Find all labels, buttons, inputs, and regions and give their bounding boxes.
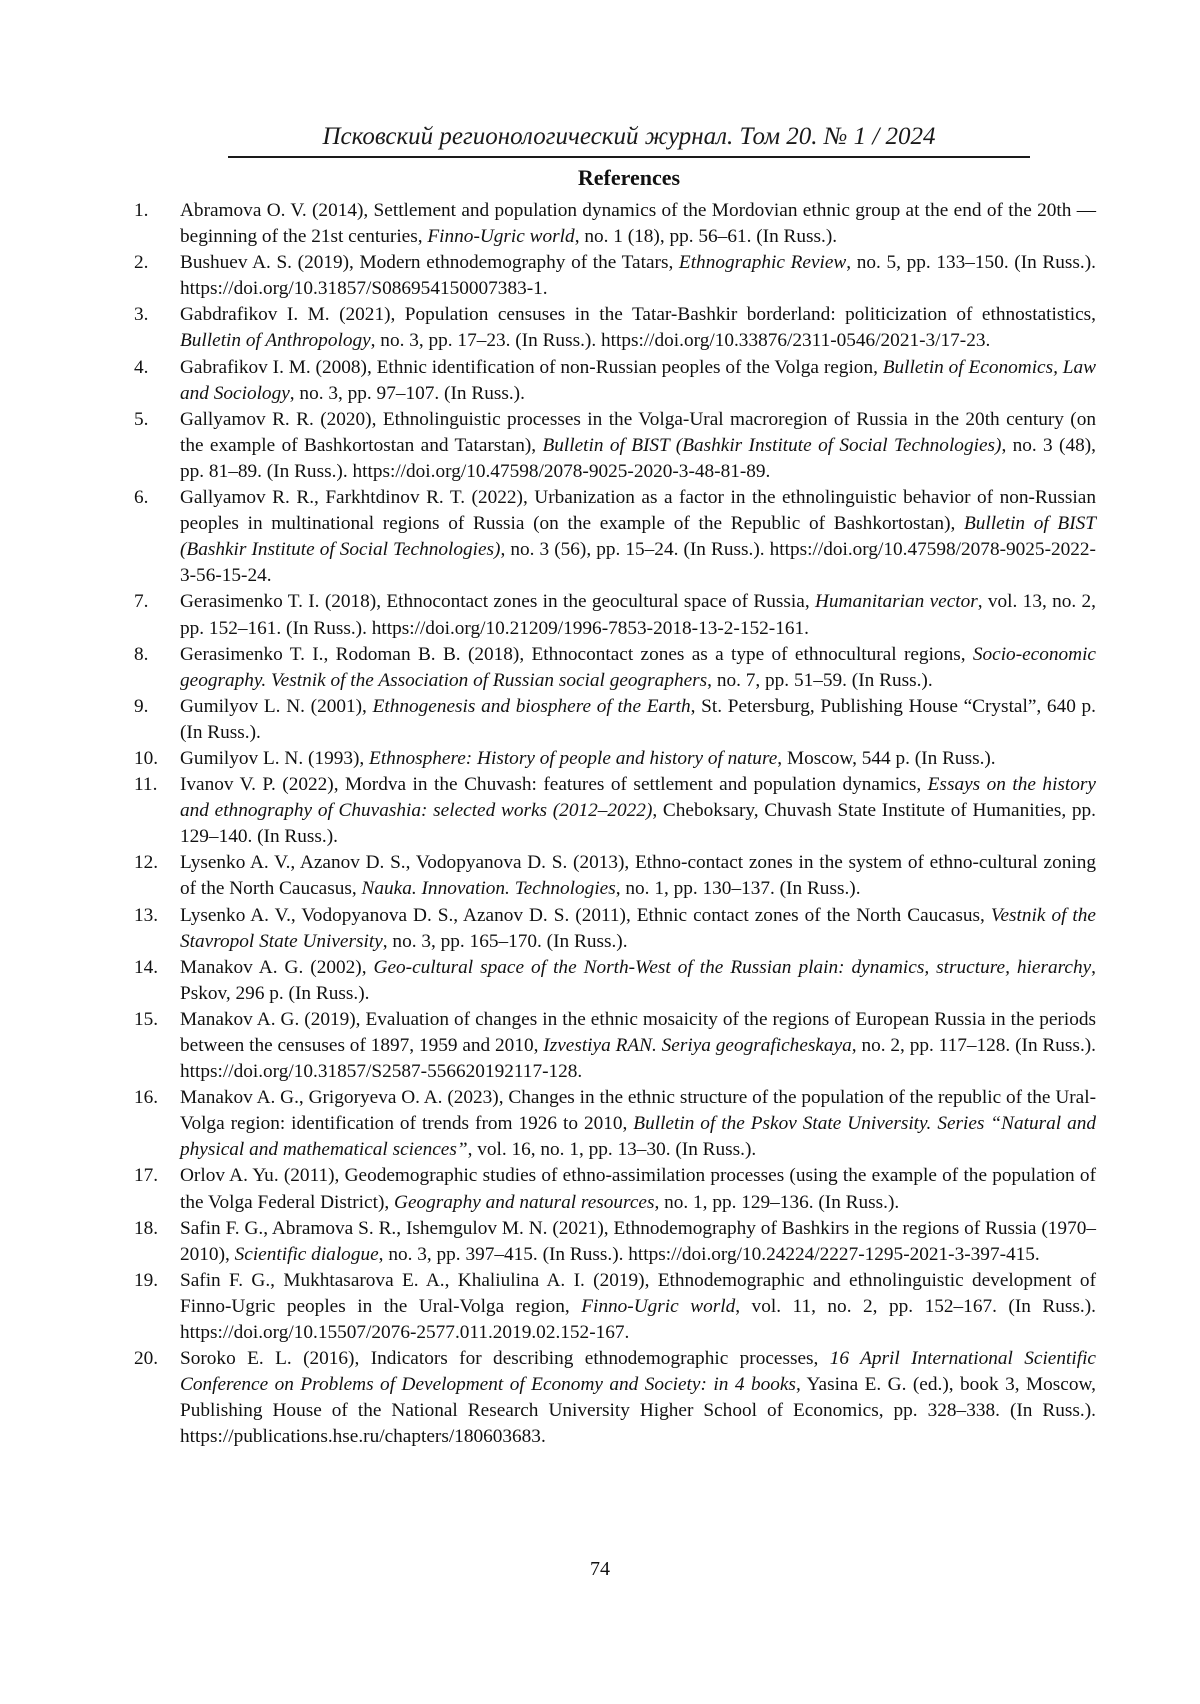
reference-source: Geography and natural resources [394,1192,654,1213]
reference-text [180,1348,1096,1447]
reference-number: 18. [134,1216,158,1242]
reference-source: Finno-Ugric world [581,1296,735,1317]
reference-item [134,903,1096,955]
reference-source: Izvestiya RAN. Seriya geograficheskaya [543,1035,852,1056]
reference-item [134,485,1096,589]
reference-item [134,642,1096,694]
reference-text [180,748,996,769]
reference-part: , no. 1, pp. 130–137. (In Russ.). [616,878,861,899]
reference-number: 20. [134,1346,158,1372]
reference-number: 1. [134,198,148,224]
reference-source: Ethnographic Review [679,252,846,273]
reference-source: Essays on the history and ethnography of Chuvashia: selected works (2012–2022) [180,774,1096,821]
reference-item [134,1163,1096,1215]
reference-part: Gallyamov R. R., Farkhtdinov R. T. (2022), Urbanization as a factor in the ethnolinguistic behavior of non-Russian peoples in multinational regions of Russia (on the example of the Republic of Bashkortostan), [180,487,1096,534]
reference-source: Humanitarian vector [815,591,978,612]
reference-source: Bulletin of Economics, Law and Sociology [180,357,1096,404]
reference-part: Lysenko A. V., Vodopyanova D. S., Azanov D. S. (2011), Ethnic contact zones of the North Caucasus, [180,905,991,926]
reference-source: Socio-economic geography. Vestnik of the Association of Russian social geographers [180,644,1096,691]
reference-part: Gerasimenko T. I. (2018), Ethnocontact zones in the geocultural space of Russia, [180,591,815,612]
reference-text [180,409,1096,482]
reference-item [134,407,1096,485]
reference-source: Ethnogenesis and biosphere of the Earth [373,696,691,717]
reference-number: 9. [134,694,148,720]
reference-part: , no. 3, pp. 97–107. (In Russ.). [290,383,525,404]
reference-number: 17. [134,1163,158,1189]
reference-item [134,1268,1096,1346]
reference-part: Gabrafikov I. M. (2008), Ethnic identification of non-Russian peoples of the Volga region, [180,357,883,378]
reference-part: Manakov A. G. (2019), Evaluation of changes in the ethnic mosaicity of the regions of European Russia in the periods between the censuses of 1897, 1959 and 2010, [180,1009,1096,1056]
journal-running-head: Псковский регионологический журнал. Том 20. № 1 / 2024 [228,121,1030,153]
reference-part: , no. 1, pp. 129–136. (In Russ.). [654,1192,899,1213]
reference-number: 10. [134,746,158,772]
reference-source: Scientific dialogue [235,1244,379,1265]
reference-item [134,302,1096,354]
reference-text [180,591,1096,638]
reference-part: , Pskov, 296 p. (In Russ.). [180,957,1096,1004]
reference-text [180,357,1096,404]
reference-part: Gallyamov R. R. (2020), Ethnolinguistic processes in the Volga-Ural macroregion of Russia in the 20th century (on the example of Bashkortostan and Tatarstan), [180,409,1096,456]
reference-number: 16. [134,1085,158,1111]
reference-source: Bulletin of BIST (Bashkir Institute of Social Technologies) [542,435,1001,456]
reference-text [180,774,1096,847]
reference-part: , no. 7, pp. 51–59. (In Russ.). [707,670,932,691]
reference-text [180,1087,1096,1160]
reference-text [180,1218,1096,1265]
reference-part: Lysenko A. V., Azanov D. S., Vodopyanova D. S. (2013), Ethno-contact zones in the system of ethno-cultural zoning of the North Caucasus, [180,852,1096,899]
reference-part: Abramova O. V. (2014), Settlement and population dynamics of the Mordovian ethnic group at the end of the 20th — beginning of the 21st centuries, [180,200,1096,247]
reference-number: 13. [134,903,158,929]
reference-item [134,694,1096,746]
reference-text [180,1009,1096,1082]
reference-text [180,1270,1096,1343]
reference-part: Manakov A. G. (2002), [180,957,374,978]
reference-part: , Moscow, 544 p. (In Russ.). [777,748,995,769]
reference-number: 15. [134,1007,158,1033]
reference-item [134,955,1096,1007]
reference-text [180,487,1096,586]
reference-item [134,198,1096,250]
reference-number: 5. [134,407,148,433]
reference-part: , no. 3, pp. 17–23. (In Russ.). https://doi.org/10.33876/2311-0546/2021-3/17-23. [371,330,991,351]
reference-item [134,1007,1096,1085]
reference-item [134,850,1096,902]
reference-number: 2. [134,250,148,276]
reference-part: Gumilyov L. N. (2001), [180,696,373,717]
reference-text [180,696,1096,743]
reference-part: Safin F. G., Abramova S. R., Ishemgulov M. N. (2021), Ethnodemography of Bashkirs in the regions of Russia (1970–2010), [180,1218,1096,1265]
document-page [0,0,1200,1704]
reference-part: Safin F. G., Mukhtasarova E. A., Khaliulina A. I. (2019), Ethnodemographic and ethnolinguistic development of Finno-Ugric peoples in the Ural-Volga region, [180,1270,1096,1317]
reference-part: , no. 1 (18), pp. 56–61. (In Russ.). [575,226,837,247]
reference-text [180,1165,1096,1212]
reference-part: Orlov A. Yu. (2011), Geodemographic studies of ethno-assimilation processes (using the example of the population of the Volga Federal District), [180,1165,1096,1212]
reference-source: Ethnosphere: History of people and history of nature [369,748,777,769]
reference-item [134,746,1096,772]
reference-text [180,957,1096,1004]
reference-text [180,852,1096,899]
reference-part: , St. Petersburg, Publishing House “Crystal”, 640 p. (In Russ.). [180,696,1096,743]
reference-item [134,355,1096,407]
reference-number: 12. [134,850,158,876]
reference-source: Geo-cultural space of the North-West of the Russian plain: dynamics, structure, hierarchy [374,957,1092,978]
reference-text [180,644,1096,691]
reference-number: 7. [134,589,148,615]
reference-part: Gabdrafikov I. M. (2021), Population censuses in the Tatar-Bashkir borderland: politicization of ethnostatistics, [180,304,1096,325]
reference-source: Finno-Ugric world [427,226,574,247]
reference-part: , no. 3, pp. 397–415. (In Russ.). https://doi.org/10.24224/2227-1295-2021-3-397-415. [379,1244,1040,1265]
reference-number: 14. [134,955,158,981]
reference-text [180,252,1096,299]
reference-source: Bulletin of BIST (Bashkir Institute of Social Technologies) [180,513,1096,560]
reference-part: Bushuev A. S. (2019), Modern ethnodemography of the Tatars, [180,252,679,273]
reference-item [134,250,1096,302]
reference-part: , Cheboksary, Chuvash State Institute of Humanities, pp. 129–140. (In Russ.). [180,800,1096,847]
reference-source: Vestnik of the Stavropol State University [180,905,1096,952]
reference-part: , no. 5, pp. 133–150. (In Russ.). https://doi.org/10.31857/S086954150007383-1. [180,252,1096,299]
reference-number: 4. [134,355,148,381]
reference-source: Nauka. Innovation. Technologies [362,878,616,899]
page-number: 74 [0,1555,1200,1583]
references-list [134,198,1096,1451]
reference-part: Ivanov V. P. (2022), Mordva in the Chuvash: features of settlement and population dynamics, [180,774,928,795]
reference-number: 6. [134,485,148,511]
reference-part: Soroko E. L. (2016), Indicators for describing ethnodemographic processes, [180,1348,830,1369]
header-rule [228,156,1030,158]
reference-text [180,905,1096,952]
reference-text [180,304,1096,351]
reference-part: , no. 3, pp. 165–170. (In Russ.). [383,931,628,952]
reference-part: , no. 3 (56), pp. 15–24. (In Russ.). https://doi.org/10.47598/2078-9025-2022-3-56-15-24. [180,539,1096,586]
reference-item [134,589,1096,641]
reference-number: 3. [134,302,148,328]
reference-part: Gumilyov L. N. (1993), [180,748,369,769]
references-heading: References [228,163,1030,193]
reference-part: , Yasina E. G. (ed.), book 3, Moscow, Publishing House of the National Research University Higher School of Economics, pp. 328–338. (In Russ.). https://publications.hse.ru/chapters/180603683. [180,1374,1096,1447]
reference-item [134,1085,1096,1163]
reference-source: Bulletin of the Pskov State University. Series “Natural and physical and mathematical sciences” [180,1113,1096,1160]
reference-part: , vol. 16, no. 1, pp. 13–30. (In Russ.). [468,1139,757,1160]
reference-number: 19. [134,1268,158,1294]
reference-part: Manakov A. G., Grigoryeva O. A. (2023), Changes in the ethnic structure of the population of the republic of the Ural-Volga region: identification of trends from 1926 to 2010, [180,1087,1096,1134]
reference-text [180,200,1096,247]
reference-number: 11. [134,772,157,798]
reference-source: Bulletin of Anthropology [180,330,371,351]
reference-source: 16 April International Scientific Conference on Problems of Development of Economy and Society: in 4 books [180,1348,1096,1395]
reference-item [134,1346,1096,1450]
reference-part: , no. 3 (48), pp. 81–89. (In Russ.). https://doi.org/10.47598/2078-9025-2020-3-48-81-89. [180,435,1096,482]
reference-item [134,1216,1096,1268]
reference-part: , vol. 13, no. 2, pp. 152–161. (In Russ.). https://doi.org/10.21209/1996-7853-2018-13-2-152-161. [180,591,1096,638]
reference-item [134,772,1096,850]
reference-number: 8. [134,642,148,668]
reference-part: Gerasimenko T. I., Rodoman B. B. (2018), Ethnocontact zones as a type of ethnocultural regions, [180,644,973,665]
reference-part: , vol. 11, no. 2, pp. 152–167. (In Russ.). https://doi.org/10.15507/2076-2577.011.2019.02.152-167. [180,1296,1096,1343]
reference-part: , no. 2, pp. 117–128. (In Russ.). https://doi.org/10.31857/S2587-556620192117-128. [180,1035,1096,1082]
